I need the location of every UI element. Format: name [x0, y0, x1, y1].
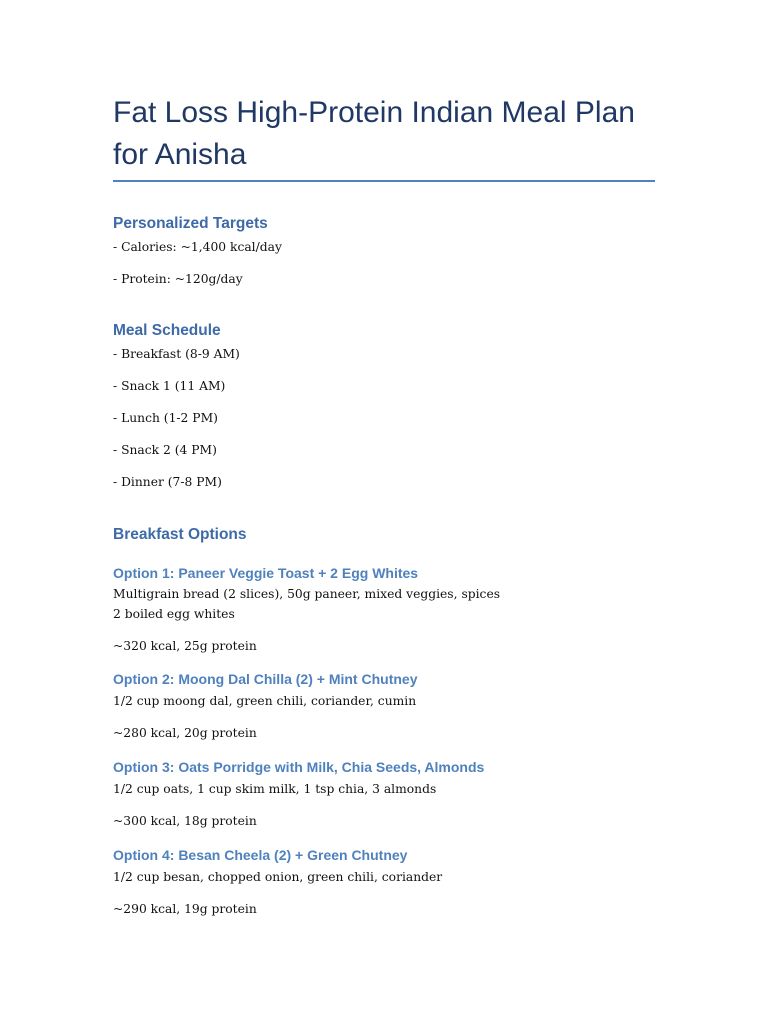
targets-heading: Personalized Targets	[113, 215, 268, 232]
schedule-item-lunch: - Lunch (1-2 PM)	[113, 411, 218, 425]
document-title: Fat Loss High-Protein Indian Meal Plan for Anisha	[113, 96, 635, 171]
calories-target: - Calories: ~1,400 kcal/day	[113, 240, 282, 254]
schedule-item-snack-1: - Snack 1 (11 AM)	[113, 379, 226, 393]
title-divider	[113, 180, 655, 182]
breakfast-option-1-extra: 2 boiled egg whites	[113, 607, 235, 621]
breakfast-option-4-title: Option 4: Besan Cheela (2) + Green Chutney	[113, 847, 408, 863]
breakfast-option-2-ingredients: 1/2 cup moong dal, green chili, coriander, cumin	[113, 694, 417, 708]
breakfast-heading: Breakfast Options	[113, 526, 247, 543]
breakfast-option-3-title: Option 3: Oats Porridge with Milk, Chia Seeds, Almonds	[113, 759, 485, 775]
breakfast-option-4-ingredients: 1/2 cup besan, chopped onion, green chili, coriander	[113, 870, 443, 884]
schedule-item-dinner: - Dinner (7-8 PM)	[113, 475, 222, 489]
breakfast-option-1-nutrition: ~320 kcal, 25g protein	[113, 639, 257, 653]
breakfast-option-1-title: Option 1: Paneer Veggie Toast + 2 Egg Whites	[113, 565, 419, 581]
breakfast-option-3-nutrition: ~300 kcal, 18g protein	[113, 814, 257, 828]
breakfast-option-2-title: Option 2: Moong Dal Chilla (2) + Mint Chutney	[113, 671, 418, 687]
breakfast-option-3-ingredients: 1/2 cup oats, 1 cup skim milk, 1 tsp chia, 3 almonds	[113, 782, 437, 796]
schedule-item-snack-2: - Snack 2 (4 PM)	[113, 443, 217, 457]
breakfast-option-1-ingredients: Multigrain bread (2 slices), 50g paneer, mixed veggies, spices	[113, 587, 501, 601]
breakfast-option-2-nutrition: ~280 kcal, 20g protein	[113, 726, 257, 740]
protein-target: - Protein: ~120g/day	[113, 272, 243, 286]
schedule-heading: Meal Schedule	[113, 322, 221, 339]
schedule-item-breakfast: - Breakfast (8-9 AM)	[113, 347, 240, 361]
breakfast-option-4-nutrition: ~290 kcal, 19g protein	[113, 902, 257, 916]
